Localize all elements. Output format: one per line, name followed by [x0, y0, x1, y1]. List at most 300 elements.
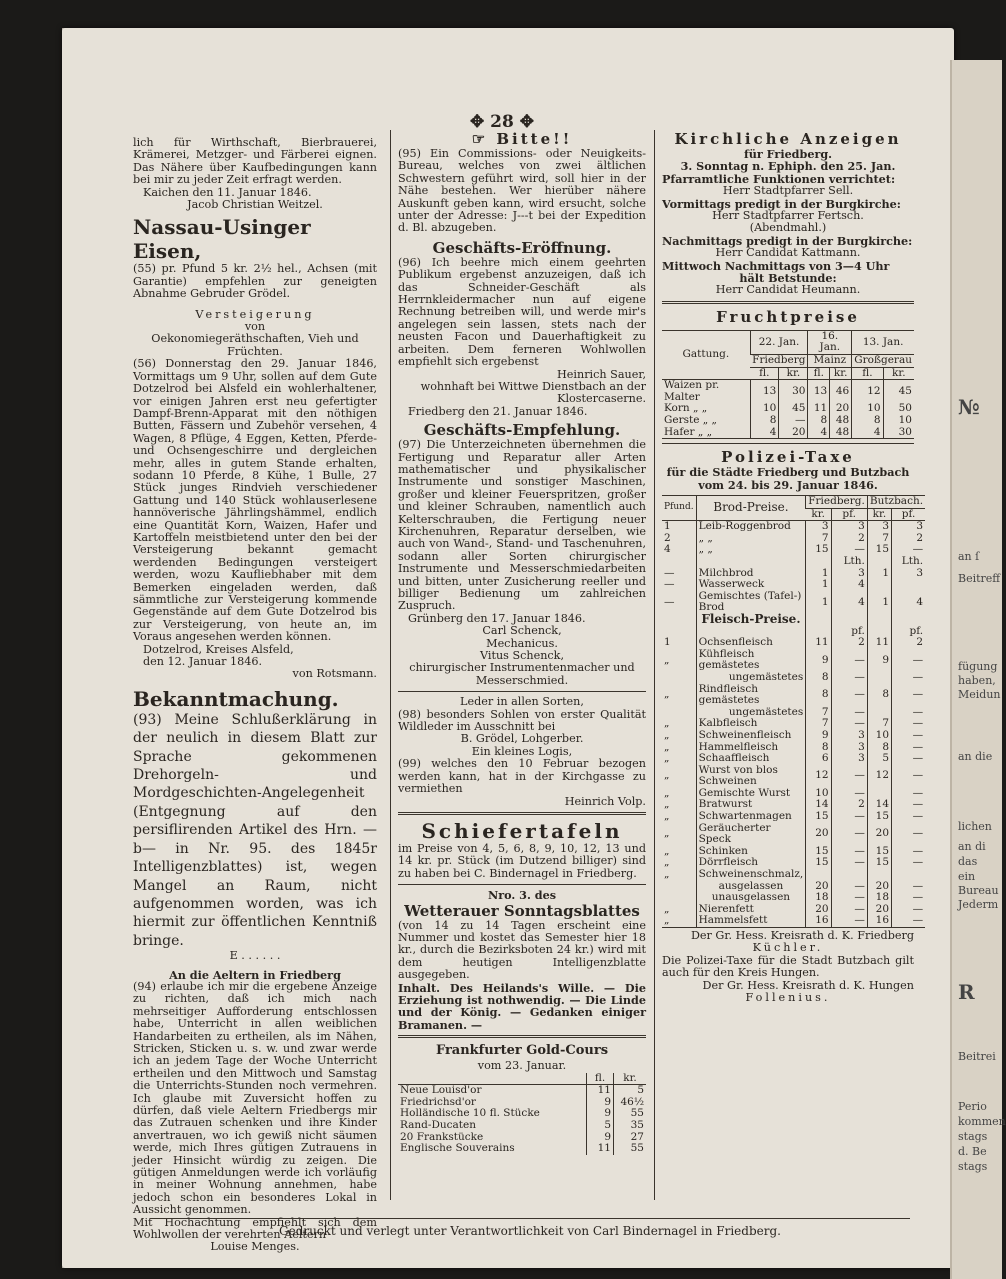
lodging-heading: Ein kleines Logis,	[471, 744, 573, 758]
price-cell: —	[892, 672, 926, 684]
bitte-notice: (95) Ein Commissions- oder Neuigkeits-Bureau, welches von zwei ältlichen Schwestern geführt wird, soll hier in der Nähe bestehen. Wer hierüber nähere Auskunft geben kann, wird ersucht, solche unter der Adresse: J---t bei der Expedition d. Bl. abzugeben.	[398, 147, 646, 235]
grain-prices-table	[662, 330, 914, 439]
price-cell: —	[831, 718, 867, 730]
price-cell: —	[892, 753, 926, 765]
price-cell: 8	[806, 684, 831, 707]
fl-header: fl.	[750, 367, 779, 380]
kr-cell: 35	[614, 1120, 647, 1132]
recommendation-date: Grünberg den 17. Januar 1846.	[408, 611, 586, 625]
price-cell: —	[892, 846, 926, 858]
item-name: Kalbfleisch	[696, 718, 806, 730]
bitte-heading	[398, 130, 646, 148]
column-header: fl.	[587, 1073, 614, 1085]
column-divider	[654, 130, 655, 1200]
price-cell: 4	[831, 591, 867, 614]
date-header: 13. Jan.	[852, 330, 914, 354]
parents-signature: Louise Menges.	[210, 1240, 300, 1254]
item-name: Leib-Roggenbrod	[696, 521, 806, 533]
price-cell: 3	[892, 521, 926, 533]
price-cell: 2	[892, 637, 926, 649]
kr-cell: 46½	[614, 1097, 647, 1109]
table-header-row	[662, 496, 925, 509]
gold-course-table	[398, 1073, 646, 1155]
item-name: ausgelassen	[696, 881, 806, 893]
tax-note: Die Polizei-Taxe für die Stadt Butzbach gilt auch für den Kreis Hungen.	[662, 953, 914, 980]
adjacent-text: Meidun	[958, 688, 1001, 701]
price-cell: 4	[831, 579, 867, 591]
table-row	[662, 811, 925, 823]
price-cell: 3	[892, 568, 926, 580]
table-row	[398, 1085, 646, 1097]
price-cell: 10	[750, 403, 779, 415]
price-cell: 8	[867, 684, 891, 707]
item-name: Wurst von blos Schweinen	[696, 765, 806, 788]
price-cell: 14	[867, 799, 891, 811]
opening-heading: Geschäfts-Eröffnung.	[432, 238, 612, 257]
price-cell: —	[892, 904, 926, 916]
church-person: Herr Candidat Kattmann.	[715, 246, 861, 260]
price-cell: 3	[831, 753, 867, 765]
price-cell: 3	[831, 730, 867, 742]
grain-prices-heading: Fruchtpreise	[716, 307, 860, 326]
price-cell: 2	[831, 799, 867, 811]
tax-signature-title: Der Gr. Hess. Kreisrath d. K. Hungen	[702, 978, 914, 992]
price-cell: 15	[867, 811, 891, 823]
leather-notice: (98) besonders Sohlen von erster Qualität Wildleder im Ausschnitt bei	[398, 707, 646, 734]
divider	[398, 884, 646, 885]
police-tax-date: vom 24. bis 29. Januar 1846.	[698, 477, 878, 492]
fl-cell: 11	[587, 1143, 614, 1155]
item-name: Schweinenschmalz,	[696, 869, 806, 881]
weight-cell: „	[664, 798, 670, 811]
price-cell: —	[831, 649, 867, 672]
item-name: Milchbrod	[696, 568, 806, 580]
ornament-left: ✥	[470, 112, 491, 132]
item-name: Schweinenfleisch	[696, 730, 806, 742]
weight-cell: „	[664, 856, 670, 869]
item-name	[696, 556, 806, 568]
opening-address: wohnhaft bei Wittwe Dienstbach an der Klostercaserne.	[420, 379, 646, 406]
table-row	[662, 915, 925, 927]
column-header: Brod-Preise.	[696, 496, 806, 521]
leather-signature: B. Grödel, Lohgerber.	[460, 732, 584, 746]
price-cell: 2	[892, 533, 926, 545]
price-cell: 9	[867, 649, 891, 672]
price-cell: 15	[867, 857, 891, 869]
page-number	[470, 112, 534, 132]
price-cell: 7	[867, 533, 891, 545]
church-note: (Abendmahl.)	[749, 221, 827, 235]
page-number-value: 28	[490, 112, 514, 132]
price-cell: 8	[806, 672, 831, 684]
parents-notice: (94) erlaube ich mir die ergebene Anzeige zu richten, daß ich mich nach mehrseitiger Aufforderung entschlossen habe, Unterricht in allen weiblichen Handarbeiten zu ertheilen, als im Nähen, Stricken, Sticken u. s. w. und zwar werde ich an jedem Tage der Woche Unterricht ertheilen und den Mittwoch und Samstag die Unterrichts-Stunden noch vermehren. Ich glaube mit Zuversicht hoffen zu dürfen, daß viele Aeltern Friedbergs mir das Zutrauen schenken und ihre Kinder anvertrauen, wo ich gewiß nicht säumen werde, mich Ihres gütigen Zutrauens in jeder Hinsicht würdig zu zeigen. Die gütigen Anmeldungen werde ich vorläufig in meiner Wohnung annehmen, habe jedoch schon ein besonderes Lokal in Aussicht genommen.	[133, 979, 377, 1217]
police-tax-heading: Polizei-Taxe	[721, 448, 855, 467]
kr-header: kr.	[867, 508, 891, 521]
church-subheading: für Friedberg.	[743, 147, 833, 161]
table-row	[662, 753, 925, 765]
adjacent-text: Jederm	[958, 898, 999, 911]
grain-name: Waizen pr. Malter	[664, 379, 720, 403]
gold-course-date: vom 23. Januar.	[477, 1059, 567, 1073]
item-name: unausgelassen	[696, 892, 806, 904]
item-name: Gemischtes (Tafel-) Brod	[696, 591, 806, 614]
price-cell	[806, 869, 831, 881]
table-row	[662, 415, 914, 427]
adjacent-text: das	[958, 855, 978, 868]
item-name: Schwartenmagen	[696, 811, 806, 823]
auction-place: Dotzelrod, Kreises Alsfeld,	[143, 642, 294, 656]
price-cell: 20	[779, 427, 808, 439]
imprint-footer: Gedruckt und verlegt unter Verantwortlichkeit von Carl Bindernagel in Friedberg.	[150, 1218, 910, 1238]
price-cell: 48	[830, 427, 852, 439]
price-cell: 4	[750, 427, 779, 439]
item-name: Gemischte Wurst	[696, 788, 806, 800]
table-row	[662, 521, 925, 533]
item-name: ungemästetes	[696, 707, 806, 719]
price-cell	[806, 556, 831, 568]
weight-cell: „	[664, 728, 670, 741]
price-cell: 3	[831, 568, 867, 580]
weight-cell: „	[664, 769, 670, 782]
nassau-heading: Nassau-Usinger Eisen,	[133, 215, 311, 264]
price-cell: 9	[806, 730, 831, 742]
church-heading: Kirchliche Anzeigen	[674, 130, 902, 148]
place-header: Großgerau	[852, 355, 914, 368]
police-tax-table	[662, 495, 925, 928]
item-name: ungemästetes	[696, 672, 806, 684]
auction-von: von	[244, 320, 266, 334]
item-name: Wasserweck	[696, 579, 806, 591]
price-cell: 18	[867, 892, 891, 904]
price-cell: 10	[867, 730, 891, 742]
currency-name: Neue Louisd'or	[400, 1084, 482, 1097]
unit-cell: Lth.	[892, 556, 926, 568]
weight-cell: „	[664, 688, 670, 701]
kr-header: kr.	[806, 508, 831, 521]
price-cell: 7	[806, 533, 831, 545]
price-cell: 7	[867, 718, 891, 730]
pointing-hand-icon: ☞	[471, 130, 497, 148]
column-header: kr.	[614, 1073, 647, 1085]
unit-cell: Lth.	[831, 556, 867, 568]
church-person: Herr Stadtpfarrer Fertsch.	[712, 209, 864, 223]
price-cell: 9	[806, 649, 831, 672]
price-cell: —	[831, 857, 867, 869]
price-cell: 15	[806, 811, 831, 823]
divider	[662, 301, 914, 304]
notice-date: Kaichen den 11. Januar 1846.	[143, 185, 312, 199]
auction-notice: (56) Donnerstag den 29. Januar 1846, Vormittags um 9 Uhr, sollen auf dem Gute Dotzelrod bei Alsfeld ein wohlerhaltener, vor einigen Jahren erst neu gefertigter Dampf-Brenn-Apparat mit den nöthigen Butten, Fässern und Zubehör versehen, 4 Wagen, 8 Pflüge, 4 Eggen, Ketten, Pferde- und Ochsengeschirre und dergleichen mehr, alles in gutem Stande erhalten, sodann 10 Pferde, 8 Kühe, 1 Bulle, 27 Stück junges Rindvieh verschiedener Gattung und 140 Stück wohlauserlesene hannöverische Jährlingshämmel, endlich eine Quantität Korn, Waizen, Hafer und Kartoffeln meistbietend unter den bei der Versteigerung bekannt gemacht werdenden Bedingungen versteigert werden, wozu Kaufliebhaber mit dem Bemerken eingeladen werden, daß sämmtliche zur Versteigerung kommende Gegenstände auf dem Gute Dotzelrod bis zur Versteigerung, von heute an, im Voraus angesehen werden können.	[133, 357, 377, 644]
table-header-row	[662, 330, 914, 354]
price-cell: 3	[806, 521, 831, 533]
price-cell: 5	[867, 753, 891, 765]
price-cell: 7	[806, 718, 831, 730]
price-cell: —	[892, 915, 926, 927]
price-cell: 11	[867, 637, 891, 649]
price-cell: 1	[806, 568, 831, 580]
table-row	[662, 427, 914, 439]
fl-cell: 9	[587, 1097, 614, 1109]
adjacent-text: stags	[958, 1130, 988, 1143]
recommendation-title: Mechanicus.	[486, 636, 558, 650]
tax-signature-name: Küchler.	[752, 941, 824, 955]
price-cell: 14	[806, 799, 831, 811]
grain-name: Gerste „ „	[664, 414, 717, 427]
column-1	[133, 137, 377, 1254]
price-cell: —	[892, 823, 926, 846]
price-cell: 12	[806, 765, 831, 788]
currency-name: Rand-Ducaten	[400, 1118, 476, 1131]
price-cell: —	[831, 892, 867, 904]
table-row	[662, 672, 925, 684]
price-cell: —	[831, 544, 867, 556]
divider	[398, 1035, 646, 1038]
price-cell	[867, 672, 891, 684]
price-cell: 8	[750, 415, 779, 427]
item-name: Rindfleisch gemästetes	[696, 684, 806, 707]
auction-heading: Versteigerung	[195, 307, 315, 321]
currency-name: Holländische 10 fl. Stücke	[400, 1107, 540, 1120]
adjacent-text: R	[958, 980, 975, 1004]
tax-signature-title: Der Gr. Hess. Kreisrath d. K. Friedberg	[690, 929, 914, 942]
price-cell	[867, 869, 891, 881]
price-cell	[892, 579, 926, 591]
price-cell: 15	[867, 544, 891, 556]
price-cell: 1	[806, 591, 831, 614]
adjacent-text: kommen	[958, 1115, 1006, 1128]
item-name: Nierenfett	[696, 904, 806, 916]
currency-name: 20 Frankstücke	[400, 1130, 484, 1143]
leather-heading: Leder in allen Sorten,	[460, 695, 584, 709]
price-cell: 1	[806, 579, 831, 591]
currency-name: Englische Souverains	[400, 1142, 515, 1155]
price-cell: —	[779, 415, 808, 427]
date-header: 22. Jan.	[750, 330, 808, 354]
column-header: Gattung.	[662, 330, 750, 379]
price-cell: 20	[806, 881, 831, 893]
price-cell: —	[831, 904, 867, 916]
adjacent-text: haben,	[958, 674, 996, 687]
column-3	[662, 130, 924, 1005]
date-header: 16. Jan.	[808, 330, 852, 354]
weight-cell: 2	[664, 531, 671, 544]
sunday-paper-heading: Wetterauer Sonntagsblattes	[404, 901, 640, 920]
price-cell: 30	[779, 380, 808, 404]
item-name: Schinken	[696, 846, 806, 858]
price-cell: 20	[867, 823, 891, 846]
weight-cell: —	[664, 566, 675, 579]
price-cell: 45	[779, 403, 808, 415]
announcement-heading: Bekanntmachung.	[133, 686, 339, 711]
price-cell: —	[892, 765, 926, 788]
price-cell: 20	[806, 823, 831, 846]
weight-cell: „	[664, 902, 670, 915]
price-cell: 6	[806, 753, 831, 765]
weight-cell: „	[664, 810, 670, 823]
church-line: Nachmittags predigt in der Burgkirche:	[662, 233, 913, 248]
price-cell: —	[831, 684, 867, 707]
kr-header: kr.	[779, 367, 808, 380]
adjacent-text: an die	[958, 750, 993, 763]
price-cell: 20	[867, 904, 891, 916]
price-cell: 2	[831, 637, 867, 649]
table-row	[398, 1143, 646, 1155]
price-cell: 50	[883, 403, 914, 415]
grain-name: Hafer „ „	[664, 425, 713, 438]
price-cell: 8	[808, 415, 830, 427]
tax-signature-name: Follenius.	[745, 991, 831, 1005]
weight-cell: „	[664, 786, 670, 799]
price-cell: 3	[867, 521, 891, 533]
recommendation-heading: Geschäfts-Empfehlung.	[423, 421, 621, 440]
table-row	[662, 556, 925, 568]
fl-header: fl.	[808, 367, 830, 380]
column-divider	[390, 130, 391, 1200]
divider	[398, 691, 646, 692]
price-cell: —	[892, 857, 926, 869]
church-line: hält Betstunde:	[739, 271, 837, 286]
opening-date: Friedberg den 21. Januar 1846.	[408, 404, 588, 418]
adjacent-text: an ſ	[958, 550, 980, 563]
unit-cell: pf.	[892, 626, 926, 638]
price-cell: 15	[806, 544, 831, 556]
table-row	[662, 765, 925, 788]
recommendation-signature: Vitus Schenck,	[479, 649, 565, 663]
weight-cell: —	[664, 595, 675, 608]
column-header: Pfund.	[662, 496, 696, 521]
fl-cell: 11	[587, 1085, 614, 1097]
price-cell: —	[831, 765, 867, 788]
sunday-paper-notice: (von 14 zu 14 Tagen erscheint eine Nummer und kostet das Semester hier 18 kr., durch die Bezirksboten 24 kr.) wird mit dem heutigen Intelligenzblatte ausgegeben.	[398, 918, 646, 982]
price-cell: 4	[852, 427, 883, 439]
price-cell: 3	[831, 742, 867, 754]
price-cell: 45	[883, 380, 914, 404]
price-cell: 15	[806, 846, 831, 858]
weight-cell	[662, 556, 696, 568]
adjacent-text: lichen	[958, 820, 992, 833]
price-cell: 8	[852, 415, 883, 427]
church-person: Herr Candidat Heumann.	[715, 283, 861, 297]
price-cell: —	[892, 881, 926, 893]
table-row	[662, 649, 925, 672]
price-cell: 4	[808, 427, 830, 439]
kr-cell: 55	[614, 1108, 647, 1120]
fl-cell: 5	[587, 1120, 614, 1132]
weight-cell: „	[664, 653, 670, 666]
church-date: 3. Sonntag n. Ephiph. den 25. Jan.	[680, 159, 896, 174]
unit-cell: pf.	[831, 626, 867, 638]
price-cell: —	[892, 718, 926, 730]
price-cell: 8	[806, 742, 831, 754]
table-row	[662, 380, 914, 404]
adjacent-text: Perio	[958, 1100, 987, 1113]
bitte-title: Bitte!!	[496, 130, 573, 148]
table-row	[662, 591, 925, 614]
item-name: „ „	[696, 544, 806, 556]
auction-date: den 12. Januar 1846.	[143, 655, 263, 669]
fl-cell: 9	[587, 1108, 614, 1120]
price-cell: 10	[806, 788, 831, 800]
adjacent-text: stags	[958, 1160, 988, 1173]
adjacent-page-edge	[950, 60, 1006, 1279]
price-cell: —	[892, 730, 926, 742]
weight-cell: 1	[664, 636, 671, 649]
adjacent-text: №	[958, 395, 980, 419]
adjacent-text: d. Be	[958, 1145, 987, 1158]
auction-subheading: Oekonomiegeräthschaften, Vieh und Früchten.	[151, 332, 359, 358]
price-cell: —	[892, 892, 926, 904]
adjacent-text: ein	[958, 870, 976, 883]
lodging-signature: Heinrich Volp.	[564, 794, 646, 808]
price-cell: —	[831, 846, 867, 858]
auction-signature: von Rotsmann.	[292, 667, 377, 681]
item-name: Dörrfleisch	[696, 857, 806, 869]
table-row	[398, 1120, 646, 1132]
price-cell: 11	[808, 403, 830, 415]
price-cell	[867, 579, 891, 591]
price-cell: 16	[867, 915, 891, 927]
parents-heading: An die Aeltern in Friedberg	[169, 967, 341, 982]
announcement-signature: E . . . . . .	[229, 949, 281, 963]
opening-notice: (96) Ich beehre mich einem geehrten Publikum ergebenst anzuzeigen, daß ich das Schneider-Geschäft als Herrnkleidermacher nun auf eigene Rechnung betreiben will, und werde mir's angelegen sein lassen, stets nach der neusten Facon und Dauerhaftigkeit zu arbeiten. Dem ferneren Wohlwollen empfiehlt sich ergebenst	[398, 255, 646, 369]
price-cell: 1	[867, 568, 891, 580]
recommendation-notice: (97) Die Unterzeichneten übernehmen die Fertigung und Reparatur aller Arten mathematischer und physikalischer Instrumente und sonstiger Maschinen, großer und kleiner Feuerspritzen, großer und kleiner Schrauben, namentlich auch Kelterschrauben, die Fertigung neuer Kirchenuhren, Reparatur derselben, wie auch von Wand-, Stand- und Taschenuhren, sodann aller Sorten chirurgischer Instrumente und Messerschmiedarbeiten und bitten, unter Zusicherung reeller und billiger Bedienung um zahlreichen Zuspruch.	[398, 438, 646, 613]
fl-cell: 9	[587, 1132, 614, 1144]
adjacent-text: Bureau	[958, 884, 999, 897]
weight-cell: „	[664, 827, 670, 840]
price-cell: 30	[883, 427, 914, 439]
continued-notice: lich für Wirthschaft, Bierbrauerei, Krämerei, Metzger- und Färberei eignen. Das Nähere über Kaufbedingungen kann bei mir zu jeder Zeit erfragt werden.	[133, 136, 377, 187]
currency-name: Friedrichsd'or	[400, 1095, 476, 1108]
price-cell: 16	[806, 915, 831, 927]
church-line: Vormittags predigt in der Burgkirche:	[662, 196, 901, 211]
weight-cell	[662, 672, 696, 684]
price-cell: —	[892, 742, 926, 754]
divider	[398, 812, 646, 815]
column-2	[398, 130, 646, 1155]
price-cell: 15	[867, 846, 891, 858]
grain-name: Korn „ „	[664, 402, 708, 415]
price-cell: 18	[806, 892, 831, 904]
sunday-paper-contents: Inhalt. Des Heilands's Wille. — Die Erziehung ist nothwendig. — Die Linde und der König. — Gedanken einiger Bramanen. —	[398, 980, 646, 1032]
weight-cell: „	[664, 844, 670, 857]
item-name: Schaaffleisch	[696, 753, 806, 765]
price-cell: 15	[806, 857, 831, 869]
adjacent-text: fügung	[958, 660, 998, 673]
divider	[662, 443, 914, 444]
price-cell	[831, 869, 867, 881]
pf-header: pf.	[892, 508, 926, 521]
gold-course-heading: Frankfurter Gold-Cours	[435, 1043, 609, 1059]
price-cell: —	[892, 544, 926, 556]
price-cell: 46	[830, 380, 852, 404]
table-row	[662, 637, 925, 649]
opening-signature: Heinrich Sauer,	[557, 367, 646, 381]
price-cell: —	[831, 788, 867, 800]
price-cell: —	[892, 707, 926, 719]
kr-header: kr.	[883, 367, 914, 380]
price-cell	[867, 556, 891, 568]
church-person: Herr Stadtpfarrer Sell.	[722, 184, 854, 198]
price-cell: —	[831, 823, 867, 846]
weight-cell: „	[664, 740, 670, 753]
table-row	[662, 869, 925, 881]
weight-cell: —	[664, 578, 675, 591]
item-name: Geräucherter Speck	[696, 823, 806, 846]
price-cell	[892, 869, 926, 881]
place-header: Mainz	[808, 355, 852, 368]
item-name: Kühfleisch gemästetes	[696, 649, 806, 672]
